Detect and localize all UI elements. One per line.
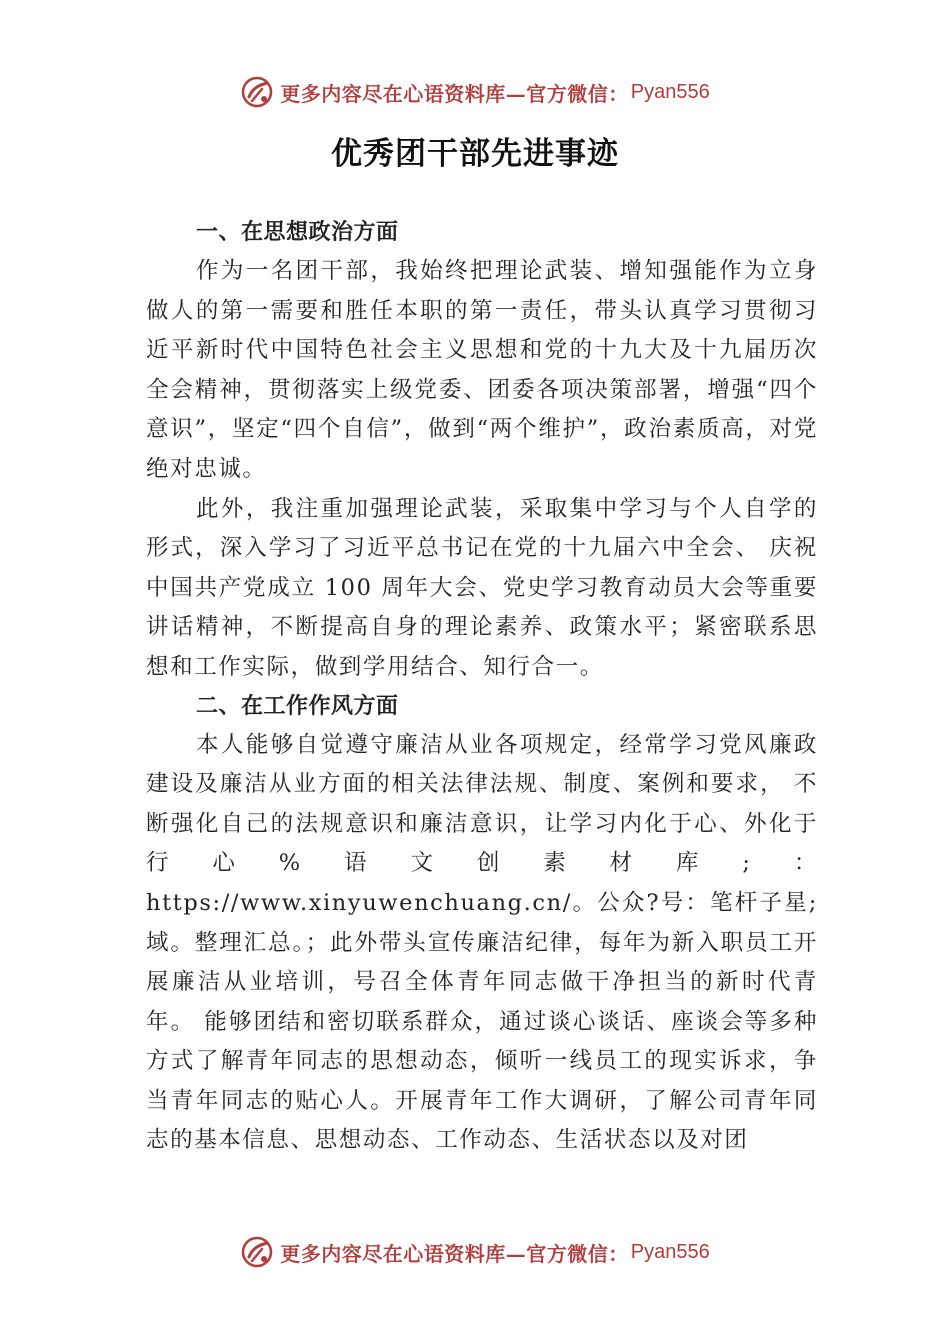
banner-wechat-id: Pyan556	[630, 1240, 710, 1263]
logo-icon	[240, 75, 274, 109]
banner-text: 更多内容尽在心语资料库—官方微信：	[280, 1241, 629, 1266]
banner-wechat-id: Pyan556	[630, 80, 710, 103]
section-2-paragraph-1: 本人能够自觉遵守廉洁从业各项规定，经常学习党风廉政建设及廉洁从业方面的相关法律法规、制度、案例和要求， 不断强化自己的法规意识和廉洁意识，让学习内化于心、外化于行心%语文创素材库;：https://www.xinyuwenchuang.cn/。公众?号：笔杆子星;域。整理汇总。；此外带头宣传廉洁纪律，每年为新入职员工开展廉洁从业培训，号召全体青年同志做干净担当的新时代青年。 能够团结和密切联系群众，通过谈心谈话、座谈会等多种方式了解青年同志的思想动态，倾听一线员工的现实诉求，争当青年同志的贴心人。开展青年工作大调研，了解公司青年同志的基本信息、思想动态、工作动态、生活状态以及对团	[146, 731, 818, 1154]
section-heading-1: 一、在思想政治方面	[196, 220, 399, 245]
banner-text: 更多内容尽在心语资料库—官方微信：	[280, 81, 629, 106]
document-body	[146, 214, 818, 1161]
section-1-paragraph-1: 作为一名团干部，我始终把理论武装、增知强能作为立身做人的第一需要和胜任本职的第一责任，带头认真学习贯彻习近平新时代中国特色社会主义思想和党的十九大及十九届历次全会精神，贯彻落实上级党委、团委各项决策部署，增强“四个意识”，坚定“四个自信”，做到“两个维护”，政治素质高，对党绝对忠诚。	[146, 258, 818, 482]
footer-banner	[0, 1232, 950, 1272]
section-1-paragraph-2: 此外，我注重加强理论武装，采取集中学习与个人自学的形式，深入学习了习近平总书记在党的十九届六中全会、 庆祝中国共产党成立 100 周年大会、党史学习教育动员大会等重要讲话精神，不断提高自身的理论素养、政策水平；紧密联系思想和工作实际，做到学用结合、知行合一。	[146, 495, 818, 680]
page-title: 优秀团干部先进事迹	[331, 136, 619, 172]
header-banner	[0, 72, 950, 112]
logo-icon	[240, 1235, 274, 1269]
section-heading-2: 二、在工作作风方面	[196, 693, 399, 719]
